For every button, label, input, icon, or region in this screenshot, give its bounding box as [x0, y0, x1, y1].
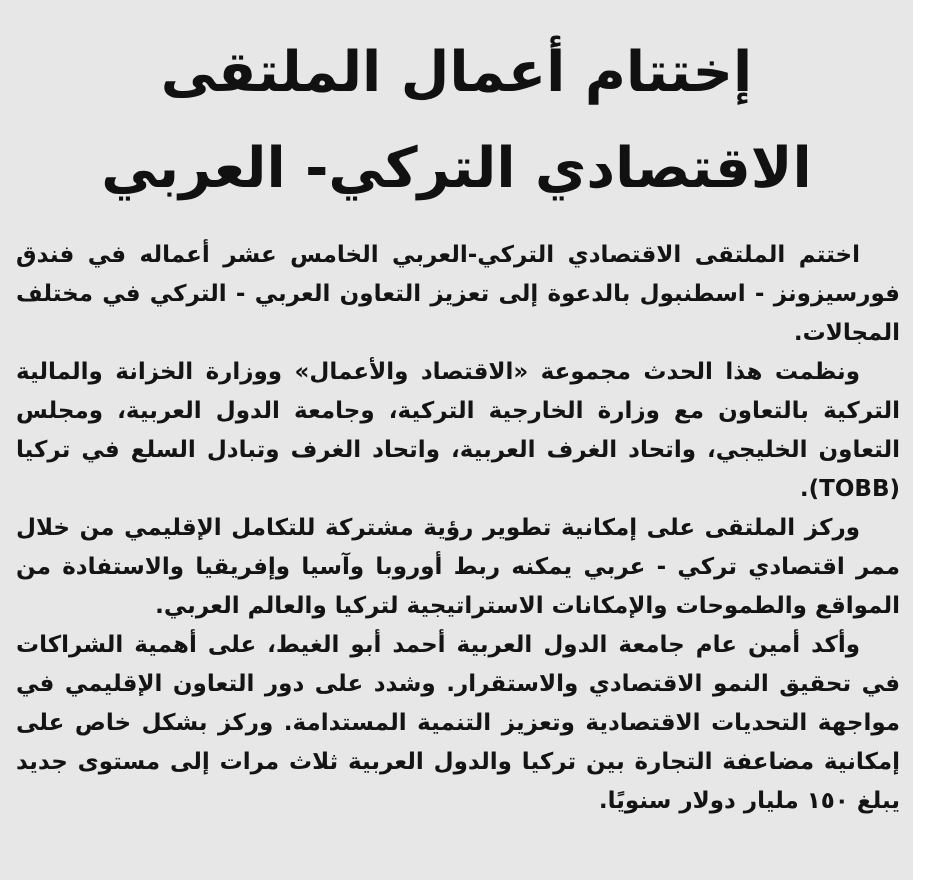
article-body [16, 236, 900, 821]
page-margin [913, 0, 932, 880]
article-paragraph: وركز الملتقى على إمكانية تطوير رؤية مشتركة للتكامل الإقليمي من خلال ممر اقتصادي تركي - عربي يمكنه ربط أوروبا وآسيا وإفريقيا والاستفادة من المواقع والطموحات والإمكانات الاستراتيجية لتركيا والعالم العربي. [16, 515, 900, 619]
article-paragraph: اختتم الملتقى الاقتصادي التركي-العربي الخامس عشر أعماله في فندق فورسيزونز - اسطنبول بالدعوة إلى تعزيز التعاون العربي - التركي في مختلف المجالات. [16, 242, 900, 346]
article-paragraph: وأكد أمين عام جامعة الدول العربية أحمد أبو الغيط، على أهمية الشراكات في تحقيق النمو الاقتصادي والاستقرار. وشدد على دور التعاون الإقليمي في مواجهة التحديات الاقتصادية وتعزيز التنمية المستدامة. وركز بشكل خاص على إمكانية مضاعفة التجارة بين تركيا والدول العربية ثلاث مرات إلى مستوى جديد يبلغ ١٥٠ مليار دولار سنويًا. [16, 632, 900, 814]
article-paragraph: ونظمت هذا الحدث مجموعة «الاقتصاد والأعمال» ووزارة الخزانة والمالية التركية بالتعاون مع وزارة الخارجية التركية، وجامعة الدول العربية، ومجلس التعاون الخليجي، واتحاد الغرف العربية، واتحاد الغرف وتبادل السلع في تركيا (TOBB). [16, 359, 900, 502]
headline-line-2: الاقتصادي التركي- العربي [101, 136, 812, 201]
headline-line-1: إختتام أعمال الملتقى [160, 40, 753, 105]
